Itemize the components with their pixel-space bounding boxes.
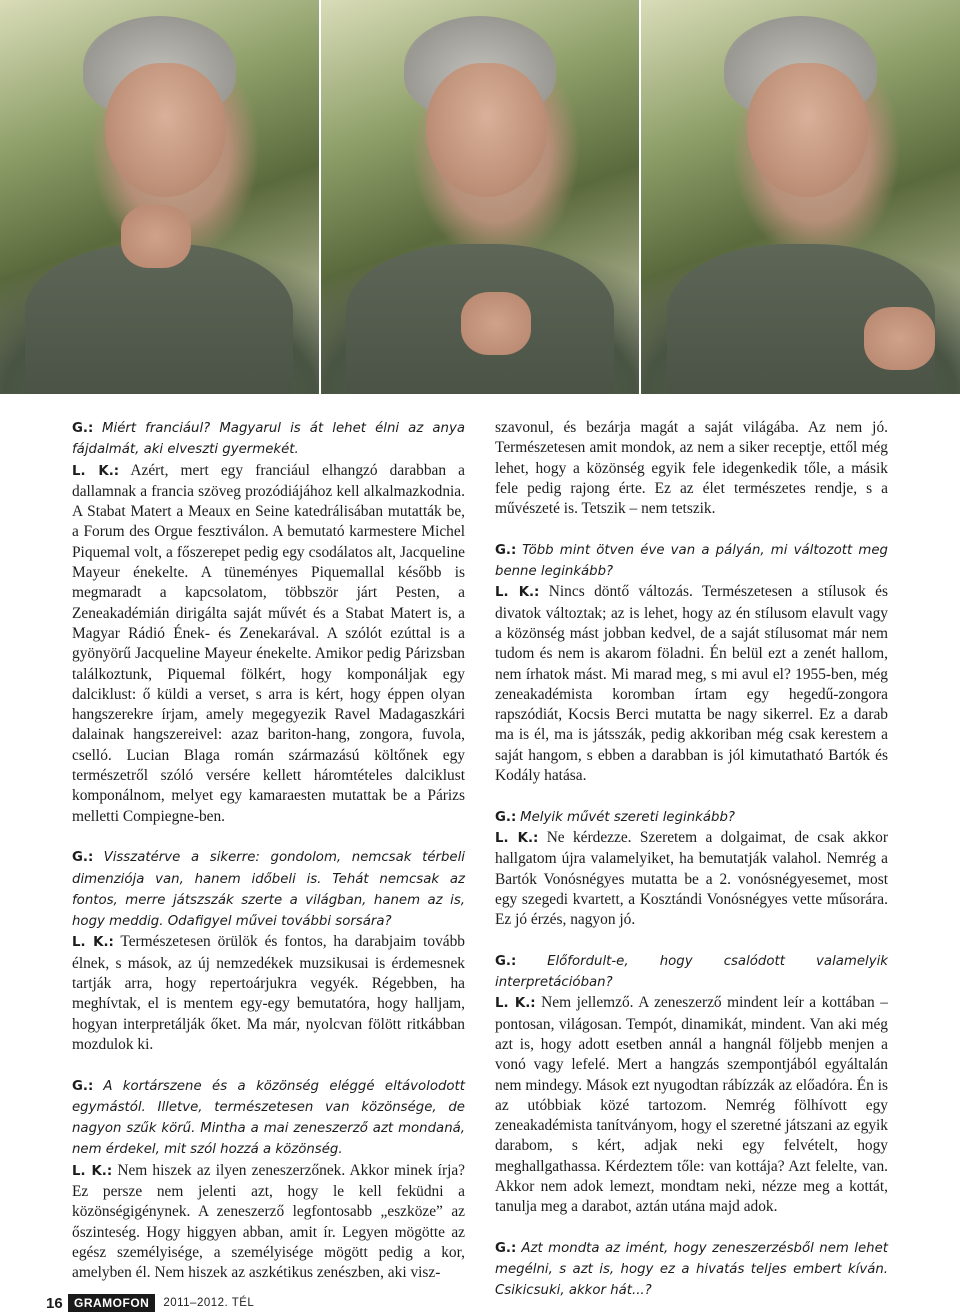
paragraph-text: Ne kérdezze. Szeretem a dolgaimat, de csak akkor hallgatom újra valamelyiket, ha bemutatják valahol. Nemrég a Bartók Vonósnégyes mutatta be a 2. vonósnégyesemet, most egy szegedi kvartett, a Kosztándi Vonósnégyes vette műsorára. Ez jó érzés, nagyon jó. — [495, 828, 888, 929]
paragraph-text: Több mint ötven éve van a pályán, mi változott meg benne leginkább? — [495, 542, 888, 580]
interview-question — [72, 418, 465, 461]
issue-label: 2011–2012. TÉL — [163, 1297, 255, 1309]
speaker-label: G.: — [495, 953, 517, 969]
speaker-label: L. K.: — [495, 585, 540, 601]
paragraph-text: Miért franciául? Magyarul is át lehet élni az anya fájdalmát, aki elveszti gyermekét. — [72, 421, 465, 458]
hand-shape — [461, 292, 531, 355]
paragraph-text: A kortárszene és a közönség eléggé eltávolodott egymástól. Illetve, természetesen van közönsége, de nagyon szűk körű. Mintha a mai zeneszerző azt mondaná, nem érdekel, mit szól hozzá a közönség. — [72, 1078, 465, 1158]
article-body — [72, 418, 888, 1302]
speaker-label: L. K.: — [72, 935, 114, 951]
photo-strip — [0, 0, 960, 394]
interview-answer — [495, 993, 888, 1217]
interview-answer — [72, 932, 465, 1055]
photo-portrait-1 — [0, 0, 319, 394]
speaker-label: L. K.: — [495, 996, 536, 1012]
photo-portrait-2 — [321, 0, 640, 394]
paragraph-text: Természetesen örülök és fontos, ha darabjaim tovább élnek, s mások, az új nemzedékek muzsikusai is érdemesnek tartják arra, hogy repertoárjukra vegyék. Régebben, ha meghívtak, el is mentem egy-egy bemutatóra, hogy halljam, hogyan interpretálják őket. Ma már, nyolcvan fölött ritkábban mozdulok ki. — [72, 933, 465, 1053]
paragraph-text: Melyik művét szereti leginkább? — [520, 809, 735, 825]
right-column — [495, 418, 888, 1302]
interview-question — [72, 1076, 465, 1161]
page-number: 16 — [46, 1294, 63, 1312]
paragraph-text: Előfordult-e, hogy csalódott valamelyik interpretációban? — [495, 953, 888, 991]
speaker-label: G.: — [72, 421, 94, 436]
face-shape — [105, 63, 226, 197]
paragraph-text: szavonul, és bezárja magát a saját világába. Az nem jó. Természetesen amit mondok, az nem a siker receptje, ettől még lehet, hogy a közönség egyik fele idegenkedik tőle, a másik fele pedig rajong érte. Ez az élet természetes rendje, s a művészeté is. Tetszik – nem tetszik. — [495, 419, 888, 518]
interview-answer — [495, 828, 888, 930]
interview-answer — [495, 582, 888, 786]
magazine-logo: GRAMOFON — [68, 1294, 155, 1312]
paragraph-text: Azért, mert egy franciául elhangzó darabban a dallamnak a francia szöveg prozódiájához kell alkalmazkodnia. A Stabat Matert a Meaux en Seine katedrálisában mutatták be, a Forum des Orgue fesztiválon. A bemutató karmestere Michel Piquemal volt, a főszerepet pedig egy csodálatos alt, Jacqueline Mayeur énekelte. A tüneményes Piquemallal később is megmaradt a kapcsolatom, többször járt Pesten, a Zeneakadémián dirigálta saját művét és a Stabat Matert is, a Magyar Rádió Ének- és Zenekarával. A szólót ezúttal is a gyönyörű Jacqueline Mayeur énekelte. Amikor pedig Párizsban találkoztunk, Piquemal fölkért, hogy komponáljak egy dalciklust: ő küldi a verset, s arra is kért, hogy éppen olyan hangszerekre írjam, amely megegyezik Ravel Madagaszkári dalainak hangszereivel: azaz bariton-hang, zongora, fuvola, cselló. Lucian Blaga román származású költőnek egy természetről szóló versére kellett háromtételes dalciklust komponálnom, melyet egy kamaraesten mutattak be a Párizs melletti Compiegne-ben. — [72, 461, 466, 825]
paragraph-text: Nem hiszek az ilyen zeneszerzőnek. Akkor minek írja? Ez persze nem jelenti azt, hogy le kell feküdni a közönségigénynek. A zeneszerző legfontosabb „eszköze” az őszinteség. Hogy higgyen abban, amit ír. Legyen mögötte az egész személyisége, a személyisége mögött pedig a kor, amelyben él. Nem hiszek az aszkétikus zenészben, aki visz- — [72, 1161, 466, 1282]
speaker-label: L. K.: — [72, 1163, 113, 1179]
paragraph-text: Nem jellemző. A zeneszerző mindent leír a kottában – pontosan, világosan. Tempót, dinamikát, mindent. Van aki még azt is, hogy adott esetben annál a hangnál följebb menjen a vonó vagy lefelé. Mert a hangzás szempontjából egyáltalán nem mindegy. Mások ezt nyugodtan rábízzák az előadóra. Én is az utóbbiak közé tartozom. Nemrég fölhívott egy zeneakadémista tanítványom, hogy el szeretné játszani az egyik darabom, s kért, adjak neki egy felvételt, hogy meghallgathassa. Kérdeztem tőle: van kottája? Azt felelte, van. Akkor nem adok lemezt, mondtam neki, nézze meg a kottát, tanulja meg a darabot, aztán utána majd adok. — [495, 994, 888, 1216]
interview-question — [495, 1238, 888, 1302]
face-shape — [426, 63, 547, 197]
interview-answer — [72, 461, 465, 827]
hand-shape — [121, 205, 191, 268]
interview-question — [495, 540, 888, 583]
speaker-label: G.: — [495, 1240, 517, 1256]
interview-answer — [72, 1161, 465, 1284]
hand-shape — [864, 307, 934, 370]
interview-answer — [495, 418, 888, 519]
interview-question — [495, 807, 888, 828]
speaker-label: G.: — [72, 1078, 94, 1094]
paragraph-text: Visszatérve a sikerre: gondolom, nemcsak térbeli dimenziója van, hanem időbeli is. Tehát nemcsak az fontos, merre játszszák szerte a világban, hanem az is, hogy meddig. Odafigyel művei további sorsára? — [72, 850, 465, 930]
speaker-label: G.: — [495, 542, 517, 558]
interview-question — [72, 847, 465, 932]
speaker-label: G.: — [72, 850, 94, 866]
left-column — [72, 418, 465, 1302]
interview-question — [495, 951, 888, 994]
speaker-label: L. K.: — [72, 463, 120, 479]
face-shape — [747, 63, 868, 197]
speaker-label: L. K.: — [495, 830, 539, 846]
paragraph-text: Nincs döntő változás. Természetesen a stílusok és divatok változtak; az is lehet, hogy az én stílusom elavult vagy a közönség mást jobban kedvel, de a saját stílusomat már nem tudom és nem is akarom föladni. Én belül ezt a zenét hallom, nem írhatok mást. Mi marad meg, s mi avul el? 1955-ben, még zeneakadémista koromban írtam egy hegedű-zongora rapszódiát, Kocsis Berci mutatta be nagy sikerrel. Ez a darab ma is él, ma is játsszák, pedig akkoriban még csak kerestem a saját hangom, s ebben a darabban is jól kimutatható Bartók és Kodály hatása. — [495, 583, 888, 785]
speaker-label: G.: — [495, 809, 517, 825]
photo-portrait-3 — [641, 0, 960, 394]
paragraph-text: Azt mondta az imént, hogy zeneszerzésből nem lehet megélni, s azt is, hogy ez a hivatás teljes embert kíván. Csikicsuki, akkor hát...? — [495, 1240, 888, 1299]
page-footer — [0, 1292, 400, 1314]
